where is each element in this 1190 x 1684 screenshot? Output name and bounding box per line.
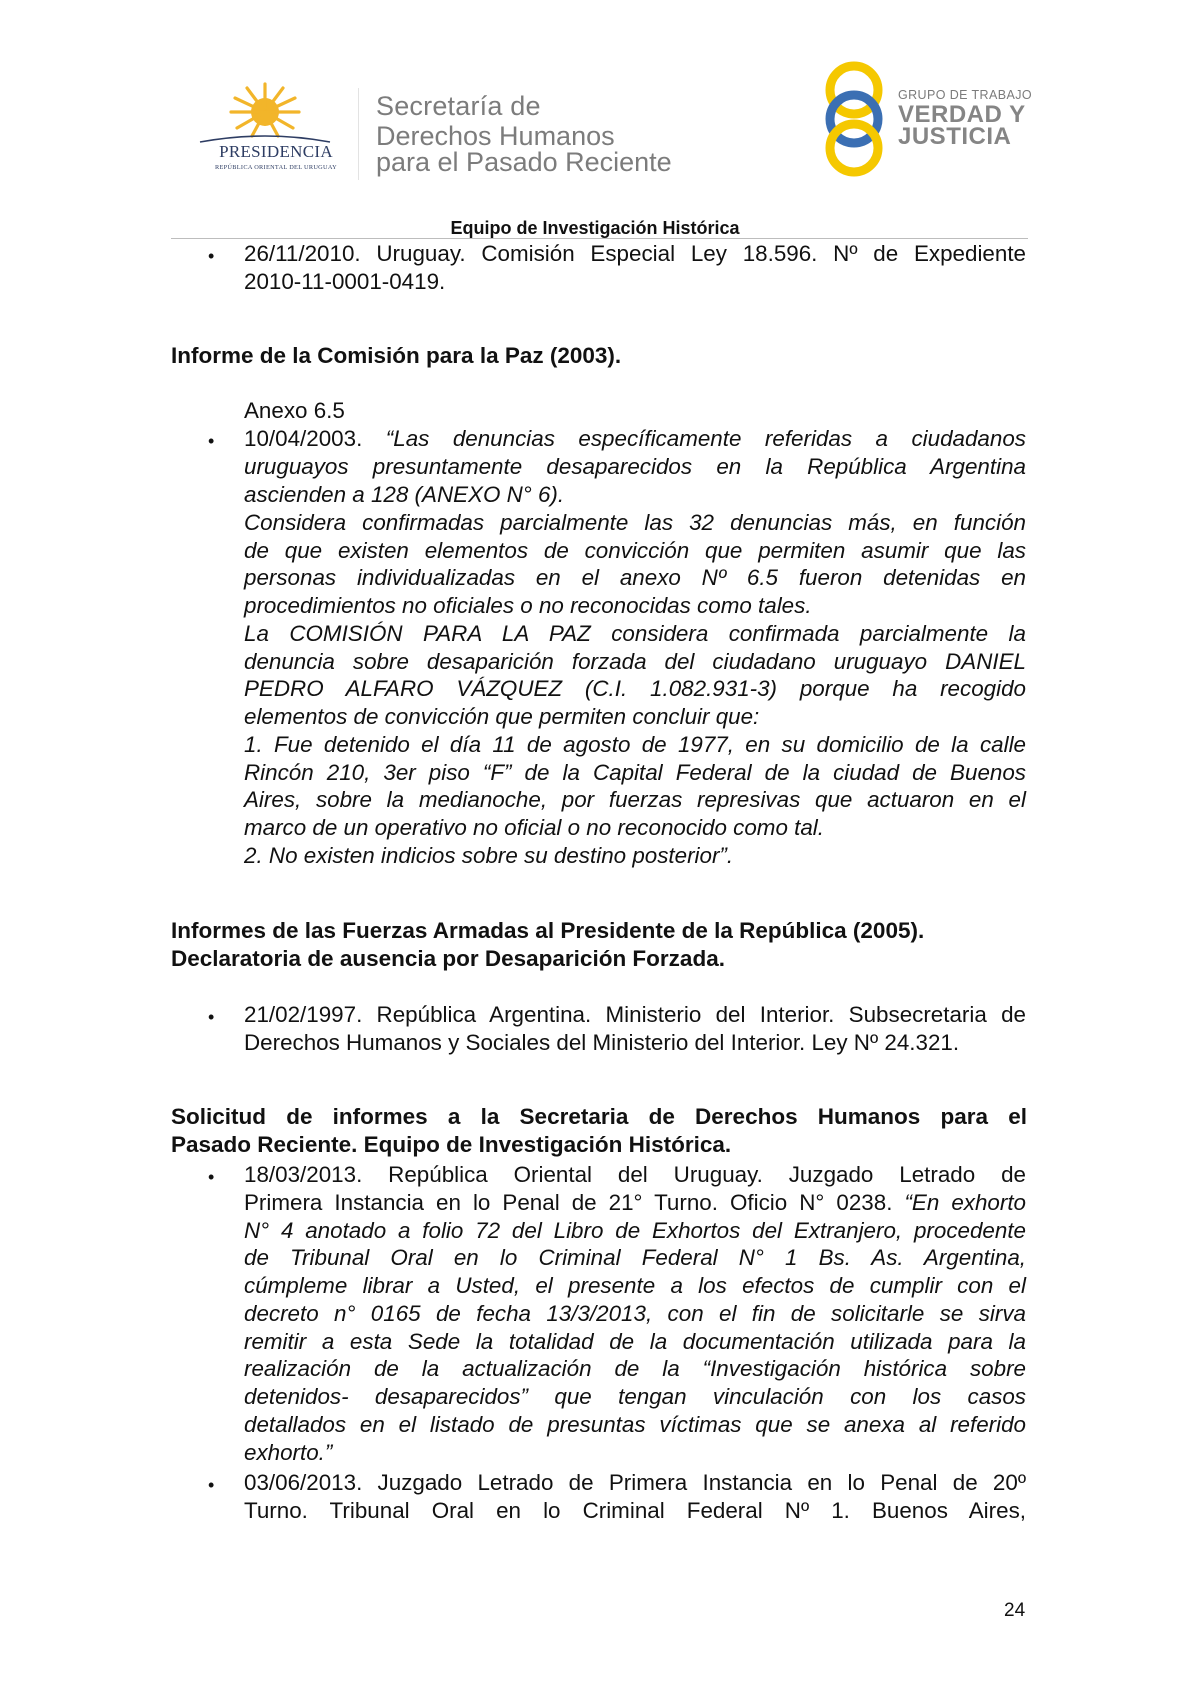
- paragraph-line: detenidos- desaparecidos” que tengan vinculación con los casos: [244, 1384, 1026, 1409]
- section-heading: Informes de las Fuerzas Armadas al Presidente de la República (2005).: [171, 918, 925, 943]
- secretaria-line1: Secretaría de: [376, 91, 541, 121]
- grupo-label: GRUPO DE TRABAJO: [898, 88, 1032, 102]
- paragraph-line: uruguayos presuntamente desaparecidos en la República Argentina: [244, 454, 1026, 479]
- annex-label: Anexo 6.5: [244, 398, 345, 423]
- header-divider: [358, 88, 359, 180]
- republica-label: REPÚBLICA ORIENTAL DEL URUGUAY: [214, 164, 337, 171]
- paragraph-line: denuncia sobre desaparición forzada del ciudadano uruguayo DANIEL: [244, 649, 1026, 674]
- secretaria-line3: para el Pasado Reciente: [376, 147, 672, 177]
- bullet-icon: •: [208, 246, 215, 266]
- section-heading: Solicitud de informes a la Secretaria de Derechos Humanos para el: [171, 1104, 1027, 1129]
- paragraph-line: 2010-11-0001-0419.: [244, 269, 446, 294]
- paragraph-line: cúmpleme librar a Usted, el presente a los efectos de cumplir con el: [244, 1273, 1026, 1298]
- section-heading: Informe de la Comisión para la Paz (2003).: [171, 343, 622, 368]
- paragraph-line: Rincón 210, 3er piso “F” de la Capital Federal de la ciudad de Buenos: [244, 760, 1026, 785]
- paragraph-line: realización de la actualización de la “Investigación histórica sobre: [244, 1356, 1026, 1381]
- bullet-icon: •: [208, 1007, 215, 1027]
- paragraph-line: Considera confirmadas parcialmente las 32 denuncias más, en función: [244, 510, 1026, 535]
- bullet-icon: •: [208, 431, 215, 451]
- paragraph-line: La COMISIÓN PARA LA PAZ considera confirmada parcialmente la: [244, 621, 1026, 646]
- verdad-label: VERDAD Y: [898, 101, 1026, 128]
- paragraph-line: PEDRO ALFARO VÁZQUEZ (C.I. 1.082.931-3) porque ha recogido: [244, 676, 1026, 701]
- bullet-icon: •: [208, 1167, 215, 1187]
- paragraph-line: de que existen elementos de convicción que permiten asumir que las: [244, 538, 1026, 563]
- paragraph-line: Aires, sobre la medianoche, por fuerzas represivas que actuaron en el: [244, 787, 1026, 812]
- paragraph-line: detallados en el listado de presuntas víctimas que se anexa al referido: [244, 1412, 1026, 1437]
- paragraph-line: 18/03/2013. República Oriental del Uruguay. Juzgado Letrado de: [244, 1162, 1026, 1187]
- paragraph-line: exhorto.”: [244, 1440, 333, 1465]
- paragraph-line: Derechos Humanos y Sociales del Ministerio del Interior. Ley Nº 24.321.: [244, 1030, 960, 1055]
- paragraph-line: 1. Fue detenido el día 11 de agosto de 1977, en su domicilio de la calle: [244, 732, 1026, 757]
- justicia-label: JUSTICIA: [898, 123, 1012, 150]
- secretaria-line2: Derechos Humanos: [376, 121, 615, 151]
- paragraph-line: 21/02/1997. República Argentina. Ministerio del Interior. Subsecretaria de: [244, 1002, 1026, 1027]
- paragraph-line: de Tribunal Oral en lo Criminal Federal N° 1 Bs. As. Argentina,: [244, 1245, 1026, 1270]
- paragraph-line: procedimientos no oficiales o no reconocidas como tales.: [244, 593, 812, 618]
- paragraph-line: 26/11/2010. Uruguay. Comisión Especial Ley 18.596. Nº de Expediente: [244, 241, 1026, 266]
- team-title: Equipo de Investigación Histórica: [450, 218, 740, 238]
- bullet-icon: •: [208, 1475, 215, 1495]
- paragraph-line: elementos de convicción que permiten concluir que:: [244, 704, 760, 729]
- paragraph-line: Primera Instancia en lo Penal de 21° Turno. Oficio N° 0238. “En exhorto: [244, 1190, 1026, 1215]
- presidencia-label: PRESIDENCIA: [219, 142, 333, 161]
- section-heading: Declaratoria de ausencia por Desaparición Forzada.: [171, 946, 725, 971]
- paragraph-line: remitir a esta Sede la totalidad de la documentación utilizada para la: [244, 1329, 1026, 1354]
- paragraph-line: Turno. Tribunal Oral en lo Criminal Federal Nº 1. Buenos Aires,: [244, 1498, 1026, 1523]
- paragraph-line: decreto n° 0165 de fecha 13/3/2013, con el fin de solicitarle se sirva: [244, 1301, 1026, 1326]
- header-rule: [171, 238, 1028, 239]
- paragraph-line: 2. No existen indicios sobre su destino posterior”.: [244, 843, 734, 868]
- section-heading: Pasado Reciente. Equipo de Investigación Histórica.: [171, 1132, 732, 1157]
- presidencia-sun-logo: [198, 82, 333, 177]
- paragraph-line: 03/06/2013. Juzgado Letrado de Primera Instancia en lo Penal de 20º: [244, 1470, 1026, 1495]
- paragraph-line: N° 4 anotado a folio 72 del Libro de Exhortos del Extranjero, procedente: [244, 1218, 1026, 1243]
- paragraph-line: personas individualizadas en el anexo Nº 6.5 fueron detenidas en: [244, 565, 1026, 590]
- paragraph-line: marco de un operativo no oficial o no reconocido como tal.: [244, 815, 825, 840]
- page-number: 24: [1004, 1600, 1026, 1621]
- paragraph-line: 10/04/2003. “Las denuncias específicamente referidas a ciudadanos: [244, 426, 1026, 451]
- paragraph-line: ascienden a 128 (ANEXO N° 6).: [244, 482, 565, 507]
